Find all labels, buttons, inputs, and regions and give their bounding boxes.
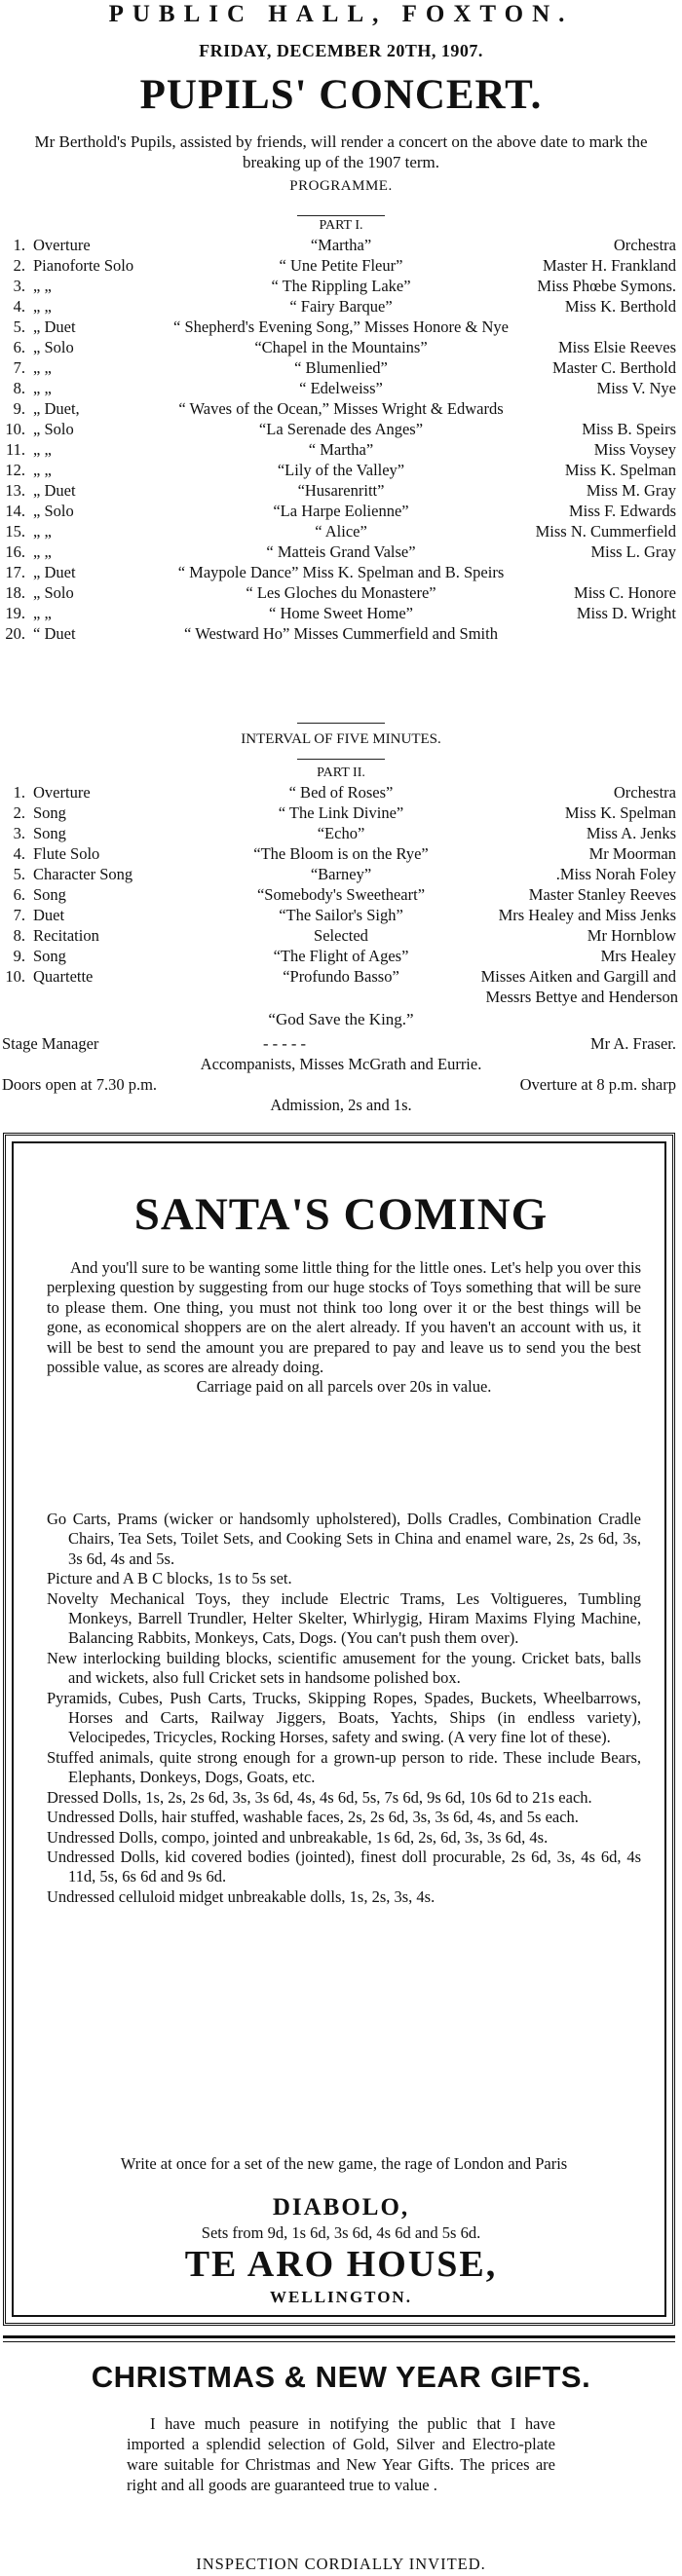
item-kind: Pianoforte Solo — [33, 256, 134, 275]
inspection-invite: INSPECTION CORDIALLY INVITED. — [196, 2555, 486, 2573]
stage-manager-name: Mr A. Fraser. — [590, 1034, 676, 1053]
item-kind: „ „ — [33, 461, 52, 479]
programme-item — [0, 824, 682, 844]
item-performer: Mrs Healey — [600, 947, 676, 965]
santa-intro — [47, 1258, 641, 1398]
programme-item — [0, 358, 682, 379]
item-kind: Duet — [33, 906, 65, 924]
item-number: 16. — [5, 542, 25, 561]
item-performer: Miss D. Wright — [576, 604, 676, 622]
toy-item: Stuffed animals, quite strong enough for a grown-up person to ride. These include Bears, Elephants, Donkeys, Dogs, Goats, etc. — [47, 1747, 641, 1787]
store-name: TE ARO HOUSE, — [184, 2244, 498, 2285]
item-number: 17. — [5, 563, 25, 581]
item-performer: Mr Hornblow — [587, 926, 676, 945]
santa-title: SANTA'S COMING — [133, 1189, 549, 1240]
item-performer: .Miss Norah Foley — [555, 865, 676, 883]
part2-label: PART II. — [317, 765, 365, 780]
item-performer: Miss B. Speirs — [582, 420, 676, 438]
item-performer: Misses Aitken and Gargill and — [480, 967, 676, 986]
programme-item — [0, 461, 682, 481]
diabolo-title: DIABOLO, — [272, 2194, 410, 2221]
item-number: 8. — [13, 379, 25, 397]
item-kind: „ „ — [33, 440, 52, 459]
item-title: “The Bloom is on the Rye” — [253, 844, 429, 863]
write-note: Write at once for a set of the new game, the rage of London and Paris — [120, 2154, 568, 2173]
toy-item: Picture and A B C blocks, 1s to 5s set. — [47, 1569, 292, 1588]
item-kind: „ Duet — [33, 563, 76, 581]
programme-item — [0, 967, 682, 988]
item-performer: Miss Phœbe Symons. — [537, 277, 676, 295]
item-kind: „ „ — [33, 297, 52, 316]
item-number: 15. — [5, 522, 25, 541]
item-performer: Miss F. Edwards — [568, 502, 676, 520]
programme-item — [0, 865, 682, 885]
item-performer: Miss K. Berthold — [564, 297, 676, 316]
item-title: “ Matteis Grand Valse” — [266, 542, 416, 561]
item-number: 9. — [13, 947, 25, 965]
programme-item — [0, 885, 682, 906]
part2-list — [0, 783, 682, 988]
item-title: “Echo” — [317, 824, 365, 842]
item-title: “ Waves of the Ocean,” Misses Wright & Edwards — [178, 399, 504, 418]
item-kind: „ „ — [33, 522, 52, 541]
item-number: 9. — [13, 399, 25, 418]
stage-manager-dashes: - - - - - — [263, 1034, 306, 1053]
item-kind: „ „ — [33, 542, 52, 561]
toy-item: Novelty Mechanical Toys, they include Electric Trams, Les Voltigueres, Tumbling Monkeys, Barrell Trundler, Helter Skelter, Whirlygig, Hiram Maxims Flying Machine, Balancing Rabbits, Monkeys, Cats, Dogs. (You can't push them over). — [47, 1588, 641, 1648]
item-performer: Miss N. Cummerfield — [535, 522, 676, 541]
toy-item: Go Carts, Prams (wicker or handsomly upholstered), Dolls Cradles, Combination Cradle Chairs, Tea Sets, Toilet Sets, and Cooking Sets in China and enamel ware, 2s, 2s 6d, 3s, 3s 6d, 4s and 5s. — [47, 1510, 641, 1568]
programme-item — [0, 522, 682, 542]
stage-manager-label: Stage Manager — [2, 1034, 99, 1053]
item-kind: Song — [33, 824, 66, 842]
item-title: “ The Rippling Lake” — [271, 277, 411, 295]
item-title: “The Sailor's Sigh” — [279, 906, 403, 924]
item-number: 13. — [5, 481, 25, 500]
item-number: 6. — [13, 338, 25, 356]
toy-item: Dressed Dolls, 1s, 2s, 2s 6d, 3s, 3s 6d, 4s, 4s 6d, 5s, 7s 6d, 9s 6d, 10s 6d to 21s each. — [47, 1787, 592, 1807]
item-title: “ Alice” — [315, 522, 367, 541]
part1-list — [0, 236, 682, 645]
item-title: Selected — [314, 926, 368, 945]
programme-item — [0, 420, 682, 440]
item-performer: Miss V. Nye — [596, 379, 676, 397]
item-kind: „ „ — [33, 277, 52, 295]
divider — [3, 2341, 675, 2342]
concert-title: PUPILS' CONCERT. — [139, 72, 543, 118]
programme-item — [0, 563, 682, 583]
gifts-body — [127, 2413, 555, 2495]
item-title: “ Westward Ho” Misses Cummerfield and Smith — [184, 624, 498, 643]
programme-item — [0, 317, 682, 338]
carriage-note: Carriage paid on all parcels over 20s in value. — [196, 1377, 492, 1397]
item-title: “ Shepherd's Evening Song,” Misses Honore & Nye — [173, 317, 509, 336]
programme-item — [0, 803, 682, 824]
item-title: “Martha” — [310, 236, 372, 254]
item-performer: Miss Elsie Reeves — [558, 338, 676, 356]
item-title: “La Serenade des Anges” — [258, 420, 424, 438]
item-title: “Somebody's Sweetheart” — [256, 885, 426, 904]
programme-item — [0, 926, 682, 947]
toy-item: Pyramids, Cubes, Push Carts, Trucks, Skipping Ropes, Spades, Buckets, Wheelbarrows, Horses and Carts, Railway Jiggers, Boats, Yachts, Ships (in endless variety), Velocipedes, Tricycles, Rocking Horses, safety and swing. (A very fine lot of these). — [47, 1688, 641, 1747]
item-title: “ Une Petite Fleur” — [279, 256, 403, 275]
part1-label: PART I. — [319, 218, 363, 233]
concert-intro: Mr Berthold's Pupils, assisted by friends, will render a concert on the above date to mark the breaking up of the 1907 term. — [34, 132, 648, 171]
santa-intro-text: And you'll sure to be wanting some little thing for the little ones. Let's help you over this perplexing question by suggesting from our huge stocks of Toys something that will be sure to please them. One thing, you must not think too long over it or the best things will be gone, as economical shoppers are on the alert already. If you haven't an account with us, it will be best to send the amount you are prepared to pay and leave us to send you the best possible value, as scores are already doing. — [47, 1258, 641, 1377]
programme-item — [0, 844, 682, 865]
divider — [3, 2335, 675, 2338]
item-title: “Barney” — [310, 865, 372, 883]
programme-heading: PROGRAMME. — [289, 178, 393, 194]
programme-item — [0, 399, 682, 420]
item-number: 5. — [13, 317, 25, 336]
programme-item — [0, 502, 682, 522]
item-kind: Song — [33, 947, 66, 965]
item-number: 2. — [13, 803, 25, 822]
toy-list — [47, 1510, 641, 1907]
store-city: WELLINGTON. — [270, 2288, 412, 2306]
concert-date: FRIDAY, DECEMBER 20TH, 1907. — [199, 41, 483, 60]
programme-item — [0, 542, 682, 563]
doors-open: Doors open at 7.30 p.m. — [2, 1075, 158, 1094]
item-performer: Miss K. Spelman — [564, 803, 676, 822]
item-title: “ Edelweiss” — [299, 379, 383, 397]
programme-item — [0, 277, 682, 297]
item-number: 4. — [13, 297, 25, 316]
item-number: 10. — [5, 967, 25, 986]
item-performer: Miss A. Jenks — [586, 824, 676, 842]
toy-item: Undressed Dolls, hair stuffed, washable faces, 2s, 2s 6d, 3s, 3s 6d, 4s, and 5s each. — [47, 1808, 579, 1827]
programme-item — [0, 604, 682, 624]
overture-time: Overture at 8 p.m. sharp — [519, 1075, 676, 1094]
item-title: “ Blumenlied” — [294, 358, 388, 377]
programme-item — [0, 440, 682, 461]
toy-item: New interlocking building blocks, scientific amusement for the young. Cricket bats, balls and wickets, also full Cricket sets in handsome polished box. — [47, 1648, 641, 1688]
item-title: “ Fairy Barque” — [289, 297, 393, 316]
item-kind: Song — [33, 803, 66, 822]
item-performer: Master C. Berthold — [552, 358, 676, 377]
item-title: “La Harpe Eolienne” — [273, 502, 409, 520]
item-kind: Quartette — [33, 967, 94, 986]
anthem: “God Save the King.” — [268, 1010, 414, 1028]
programme-item — [0, 583, 682, 604]
diabolo-prices: Sets from 9d, 1s 6d, 3s 6d, 4s 6d and 5s 6d. — [201, 2223, 481, 2242]
item-kind: „ Solo — [33, 338, 74, 356]
item-title: “ Maypole Dance” Miss K. Spelman and B. Speirs — [177, 563, 505, 581]
item-performer: Miss C. Honore — [574, 583, 676, 602]
item-kind: „ „ — [33, 358, 52, 377]
item-kind: Overture — [33, 783, 91, 802]
gifts-title: CHRISTMAS & NEW YEAR GIFTS. — [91, 2360, 591, 2394]
item-kind: “ Duet — [33, 624, 76, 643]
programme-item — [0, 624, 682, 645]
item-performer: Mrs Healey and Miss Jenks — [498, 906, 676, 924]
item-number: 3. — [13, 277, 25, 295]
item-title: “ Bed of Roses” — [288, 783, 394, 802]
divider — [297, 215, 385, 216]
item-kind: Character Song — [33, 865, 133, 883]
item-kind: „ „ — [33, 379, 52, 397]
item-title: “ The Link Divine” — [278, 803, 404, 822]
item-number: 6. — [13, 885, 25, 904]
admission: Admission, 2s and 1s. — [270, 1096, 412, 1114]
interval-note: INTERVAL OF FIVE MINUTES. — [241, 731, 441, 747]
item-kind: Song — [33, 885, 66, 904]
item-performer: Miss K. Spelman — [564, 461, 676, 479]
item-number: 7. — [13, 906, 25, 924]
item-title: “ Home Sweet Home” — [269, 604, 413, 622]
programme-item — [0, 379, 682, 399]
item-number: 1. — [13, 783, 25, 802]
item-number: 4. — [13, 844, 25, 863]
toy-item: Undressed Dolls, kid covered bodies (jointed), finest doll procurable, 2s 6d, 3s, 4s 6d, 4s 11d, 5s, 6s 6d and 9s 6d. — [47, 1847, 641, 1886]
programme-item — [0, 783, 682, 803]
programme-item — [0, 297, 682, 317]
item-number: 11. — [5, 440, 25, 459]
item-kind: „ „ — [33, 604, 52, 622]
item-number: 7. — [13, 358, 25, 377]
programme-item — [0, 906, 682, 926]
item-kind: „ Solo — [33, 502, 74, 520]
programme-item — [0, 236, 682, 256]
divider — [297, 759, 385, 760]
item-number: 12. — [5, 461, 25, 479]
hall-heading: PUBLIC HALL, FOXTON. — [108, 1, 574, 27]
programme-item — [0, 338, 682, 358]
item-title: “The Flight of Ages” — [273, 947, 409, 965]
item-number: 14. — [5, 502, 25, 520]
item-performer: Orchestra — [613, 783, 676, 802]
toy-item: Undressed Dolls, compo, jointed and unbreakable, 1s 6d, 2s, 6d, 3s, 3s 6d, 4s. — [47, 1827, 549, 1847]
item-number: 10. — [5, 420, 25, 438]
programme-item — [0, 256, 682, 277]
item-kind: Overture — [33, 236, 91, 254]
item-kind: Recitation — [33, 926, 99, 945]
programme-item — [0, 481, 682, 502]
item-title: “Profundo Basso” — [283, 967, 399, 986]
item-kind: „ Duet — [33, 317, 76, 336]
item-title: “Lily of the Valley” — [277, 461, 405, 479]
item-performer: Miss Voysey — [593, 440, 676, 459]
item-number: 18. — [5, 583, 25, 602]
item-performer: Mr Moorman — [588, 844, 676, 863]
item-kind: „ Duet — [33, 481, 76, 500]
item-performer: Miss L. Gray — [590, 542, 676, 561]
item-title: “Chapel in the Mountains” — [254, 338, 428, 356]
item-kind: Flute Solo — [33, 844, 100, 863]
item-performer: Orchestra — [613, 236, 676, 254]
item-kind: „ Solo — [33, 583, 74, 602]
toy-item: Undressed celluloid midget unbreakable dolls, 1s, 2s, 3s, 4s. — [47, 1886, 436, 1906]
item-title: “Husarenritt” — [297, 481, 385, 500]
item-number: 19. — [5, 604, 25, 622]
item-number: 3. — [13, 824, 25, 842]
item-performer: Master H. Frankland — [542, 256, 676, 275]
divider — [297, 723, 385, 724]
item-title: “ Martha” — [308, 440, 374, 459]
item-title: “ Les Gloches du Monastere” — [246, 583, 436, 602]
item-number: 5. — [13, 865, 25, 883]
item-kind: „ Duet, — [33, 399, 80, 418]
item-kind: „ Solo — [33, 420, 74, 438]
item-performer: Miss M. Gray — [586, 481, 676, 500]
item-number: 8. — [13, 926, 25, 945]
item-number: 1. — [13, 236, 25, 254]
gifts-text: I have much peasure in notifying the public that I have imported a splendid selection of Gold, Silver and Electro-plate ware suitable for Christmas and New Year Gifts. The prices are right and all goods are guaranteed true to value . — [127, 2414, 555, 2494]
item-number: 2. — [13, 256, 25, 275]
quartette-continued: Messrs Bettye and Henderson — [485, 988, 678, 1006]
accompanists: Accompanists, Misses McGrath and Eurrie. — [200, 1055, 482, 1073]
programme-item — [0, 947, 682, 967]
item-number: 20. — [5, 624, 25, 643]
item-performer: Master Stanley Reeves — [528, 885, 676, 904]
